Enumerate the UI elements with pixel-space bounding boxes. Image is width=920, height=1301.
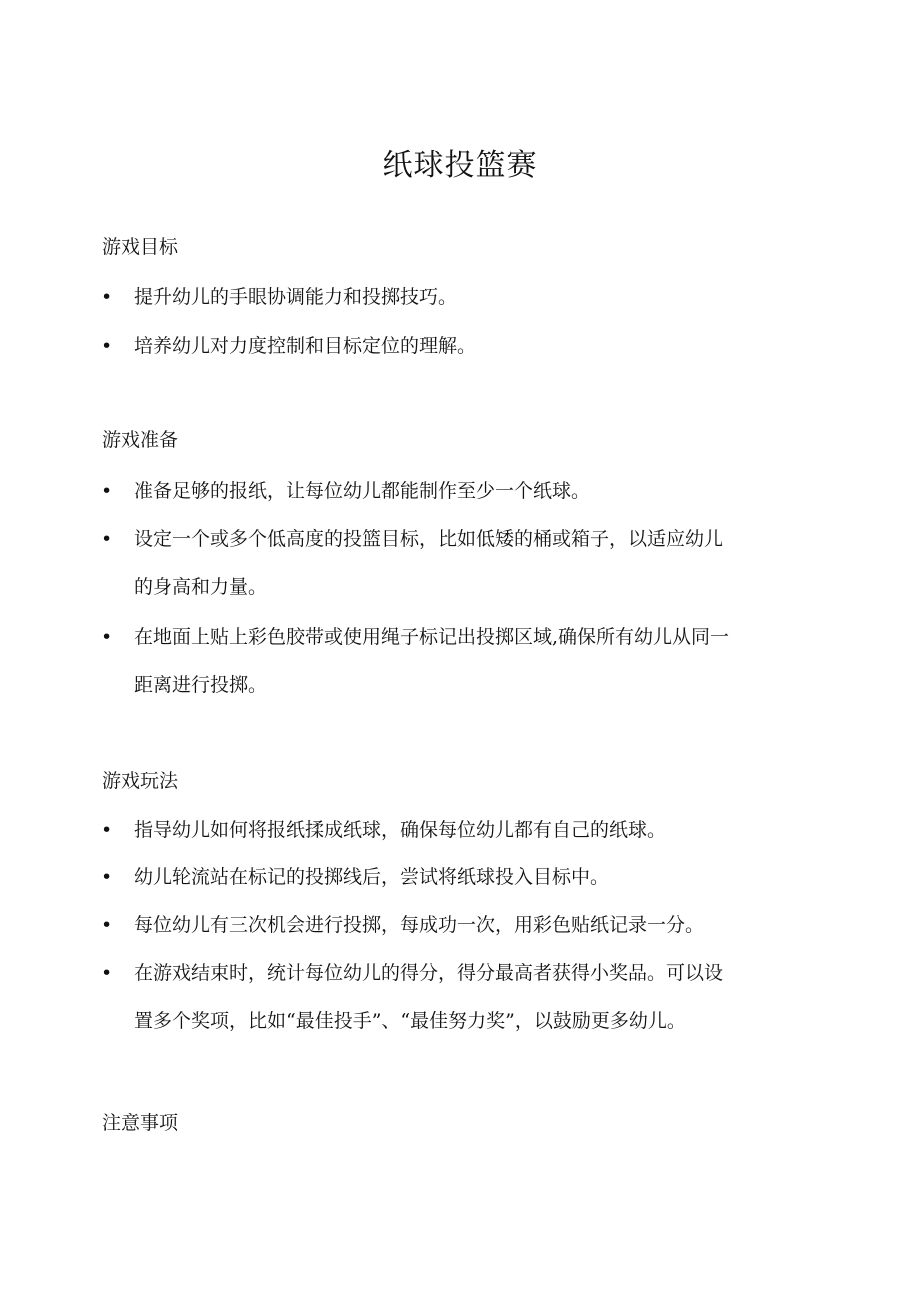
list-item-text [134,901,824,949]
list-item-text [134,322,824,370]
list-item-text [134,613,824,709]
list-item-line: 准备足够的报纸，让每位幼儿都能制作至少一个纸球。 [134,480,591,502]
list-item-text [134,949,824,1045]
list-item-text [134,273,824,321]
list-item-text [134,467,824,515]
bullet-icon: • [101,286,113,308]
list-item-line: 在地面上贴上彩色胶带或使用绳子标记出投掷区域,确保所有幼儿从同一 [134,626,730,648]
section-heading-preparation: 游戏准备 [102,429,179,451]
bullet-icon: • [101,528,113,550]
list-item-line: 在游戏结束时，统计每位幼儿的得分，得分最高者获得小奖品。可以设 [134,962,724,984]
list-item-line: 培养幼儿对力度控制和目标定位的理解。 [134,335,477,357]
list-item-line: 设定一个或多个低高度的投篮目标，比如低矮的桶或箱子，以适应幼儿 [134,528,724,550]
bullet-icon: • [101,962,113,984]
document-title: 纸球投篮赛 [382,148,538,183]
bullet-icon: • [101,914,113,936]
list-item-line: 幼儿轮流站在标记的投掷线后，尝试将纸球投入目标中。 [134,866,610,888]
section-heading-gameplay: 游戏玩法 [102,770,179,792]
list-item-text [134,806,824,854]
section-heading-goals: 游戏目标 [102,236,179,258]
bullet-icon: • [101,819,113,841]
bullet-icon: • [101,626,113,648]
list-item-line: 提升幼儿的手眼协调能力和投掷技巧。 [134,286,458,308]
list-item-line: 每位幼儿有三次机会进行投掷，每成功一次，用彩色贴纸记录一分。 [134,914,705,936]
list-item-line: 距离进行投掷。 [134,674,268,696]
list-item-line: 指导幼儿如何将报纸揉成纸球，确保每位幼儿都有自己的纸球。 [134,819,667,841]
section-heading-notes: 注意事项 [102,1112,179,1134]
list-item-text [134,853,824,901]
bullet-icon: • [101,480,113,502]
list-item-text [134,515,824,611]
bullet-icon: • [101,335,113,357]
list-item-line: 置多个奖项，比如“最佳投手”、“最佳努力奖”，以鼓励更多幼儿。 [134,1010,686,1032]
bullet-icon: • [101,866,113,888]
list-item-line: 的身高和力量。 [134,576,268,598]
